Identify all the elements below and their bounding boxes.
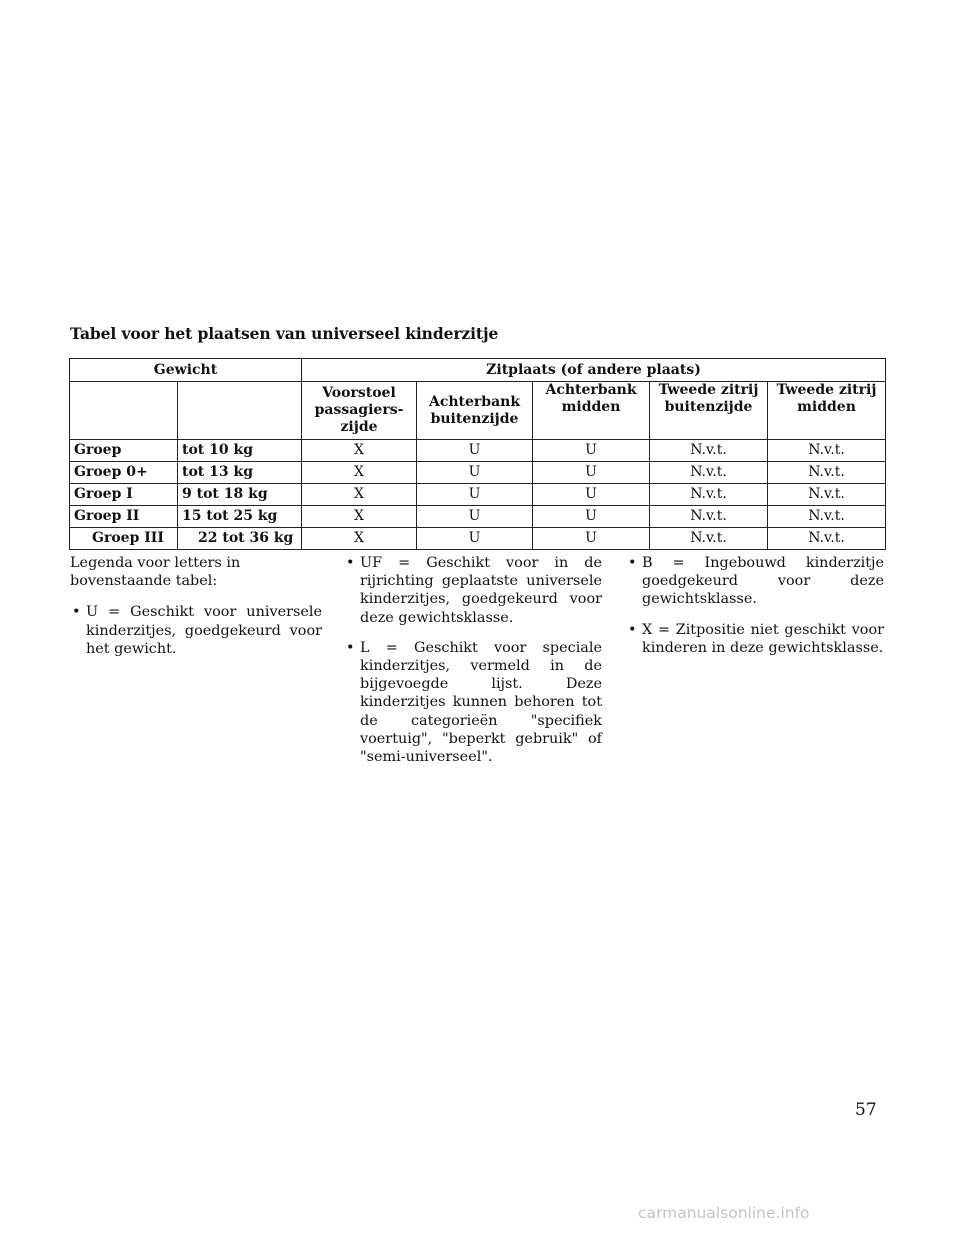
- legend-column-2: [344, 554, 602, 778]
- value-cell: N.v.t.: [650, 506, 768, 528]
- value-cell: U: [417, 528, 533, 550]
- value-cell: N.v.t.: [768, 528, 886, 550]
- header-empty: [178, 382, 302, 440]
- legend-item-u: [70, 603, 322, 658]
- group-cell: Groep III: [70, 528, 178, 550]
- legend-item-text: X = Zitpositie niet geschikt voor kinderen in deze gewichtsklasse.: [642, 621, 884, 656]
- subheader-second-row-outer: Tweede zitrij buitenzijde: [650, 382, 768, 440]
- value-cell: N.v.t.: [768, 506, 886, 528]
- value-cell: U: [533, 528, 650, 550]
- header-empty: [70, 382, 178, 440]
- seat-placement-table: [69, 358, 886, 550]
- watermark: carmanualsonline.info: [638, 1204, 810, 1222]
- value-cell: U: [417, 440, 533, 462]
- value-cell: N.v.t.: [768, 440, 886, 462]
- weight-cell: tot 13 kg: [178, 462, 302, 484]
- value-cell: N.v.t.: [650, 462, 768, 484]
- bullet-icon: •: [628, 621, 637, 638]
- subheader-second-row-middle: Tweede zitrij midden: [768, 382, 886, 440]
- value-cell: U: [533, 484, 650, 506]
- subheader-front-passenger: Voorstoel passagiers- zijde: [302, 382, 417, 440]
- value-cell: X: [302, 506, 417, 528]
- bullet-icon: •: [72, 604, 81, 621]
- group-cell: Groep: [70, 440, 178, 462]
- table-title: Tabel voor het plaatsen van universeel kinderzitje: [70, 324, 499, 343]
- legend-item-text: U = Geschikt voor universele kinderzitjes, goedgekeurd voor het gewicht.: [86, 604, 322, 657]
- legend-column-1: [70, 554, 322, 670]
- value-cell: X: [302, 528, 417, 550]
- subheader-rear-middle: Achterbank midden: [533, 382, 650, 440]
- legend-item-text: B = Ingebouwd kinderzitje goedgekeurd voor deze gewichtsklasse.: [642, 555, 884, 608]
- legend-item-l: [344, 639, 602, 766]
- legend-item-text: UF = Geschikt voor in de rijrichting geplaatste universele kinderzitjes, goedgekeurd voor deze gewichtsklasse.: [360, 555, 602, 626]
- weight-cell: tot 10 kg: [178, 440, 302, 462]
- value-cell: U: [417, 506, 533, 528]
- value-cell: N.v.t.: [650, 440, 768, 462]
- value-cell: U: [533, 462, 650, 484]
- legend-item-x: [626, 621, 884, 657]
- table-row: [70, 440, 886, 462]
- value-cell: N.v.t.: [650, 528, 768, 550]
- value-cell: U: [533, 440, 650, 462]
- table-row: [70, 484, 886, 506]
- value-cell: N.v.t.: [650, 484, 768, 506]
- weight-cell: 9 tot 18 kg: [178, 484, 302, 506]
- value-cell: N.v.t.: [768, 484, 886, 506]
- legend-column-3: [626, 554, 884, 669]
- legend-intro: Legenda voor letters in bovenstaande tabel:: [70, 555, 241, 590]
- header-weight: Gewicht: [70, 359, 302, 382]
- value-cell: X: [302, 440, 417, 462]
- group-cell: Groep II: [70, 506, 178, 528]
- table-row: [70, 462, 886, 484]
- page-number: 57: [855, 1100, 877, 1120]
- group-cell: Groep 0+: [70, 462, 178, 484]
- value-cell: N.v.t.: [768, 462, 886, 484]
- weight-cell: 15 tot 25 kg: [178, 506, 302, 528]
- value-cell: U: [417, 484, 533, 506]
- legend-item-b: [626, 554, 884, 609]
- bullet-icon: •: [346, 555, 355, 571]
- group-cell: Groep I: [70, 484, 178, 506]
- subheader-rear-outer: Achterbank buitenzijde: [417, 382, 533, 440]
- bullet-icon: •: [346, 639, 355, 656]
- table-row: [70, 528, 886, 550]
- bullet-icon: •: [628, 555, 637, 571]
- legend-item-uf: [344, 554, 602, 627]
- value-cell: X: [302, 484, 417, 506]
- value-cell: U: [417, 462, 533, 484]
- value-cell: X: [302, 462, 417, 484]
- value-cell: U: [533, 506, 650, 528]
- weight-cell: 22 tot 36 kg: [178, 528, 302, 550]
- header-seat: Zitplaats (of andere plaats): [302, 359, 886, 382]
- table-row: [70, 506, 886, 528]
- legend-item-text: L = Geschikt voor speciale kinderzitjes, vermeld in de bijgevoegde lijst. Deze kinderzitjes kunnen behoren tot de categorieën "specifiek voertuig", "beperkt gebruik" of "semi-universeel".: [360, 639, 602, 766]
